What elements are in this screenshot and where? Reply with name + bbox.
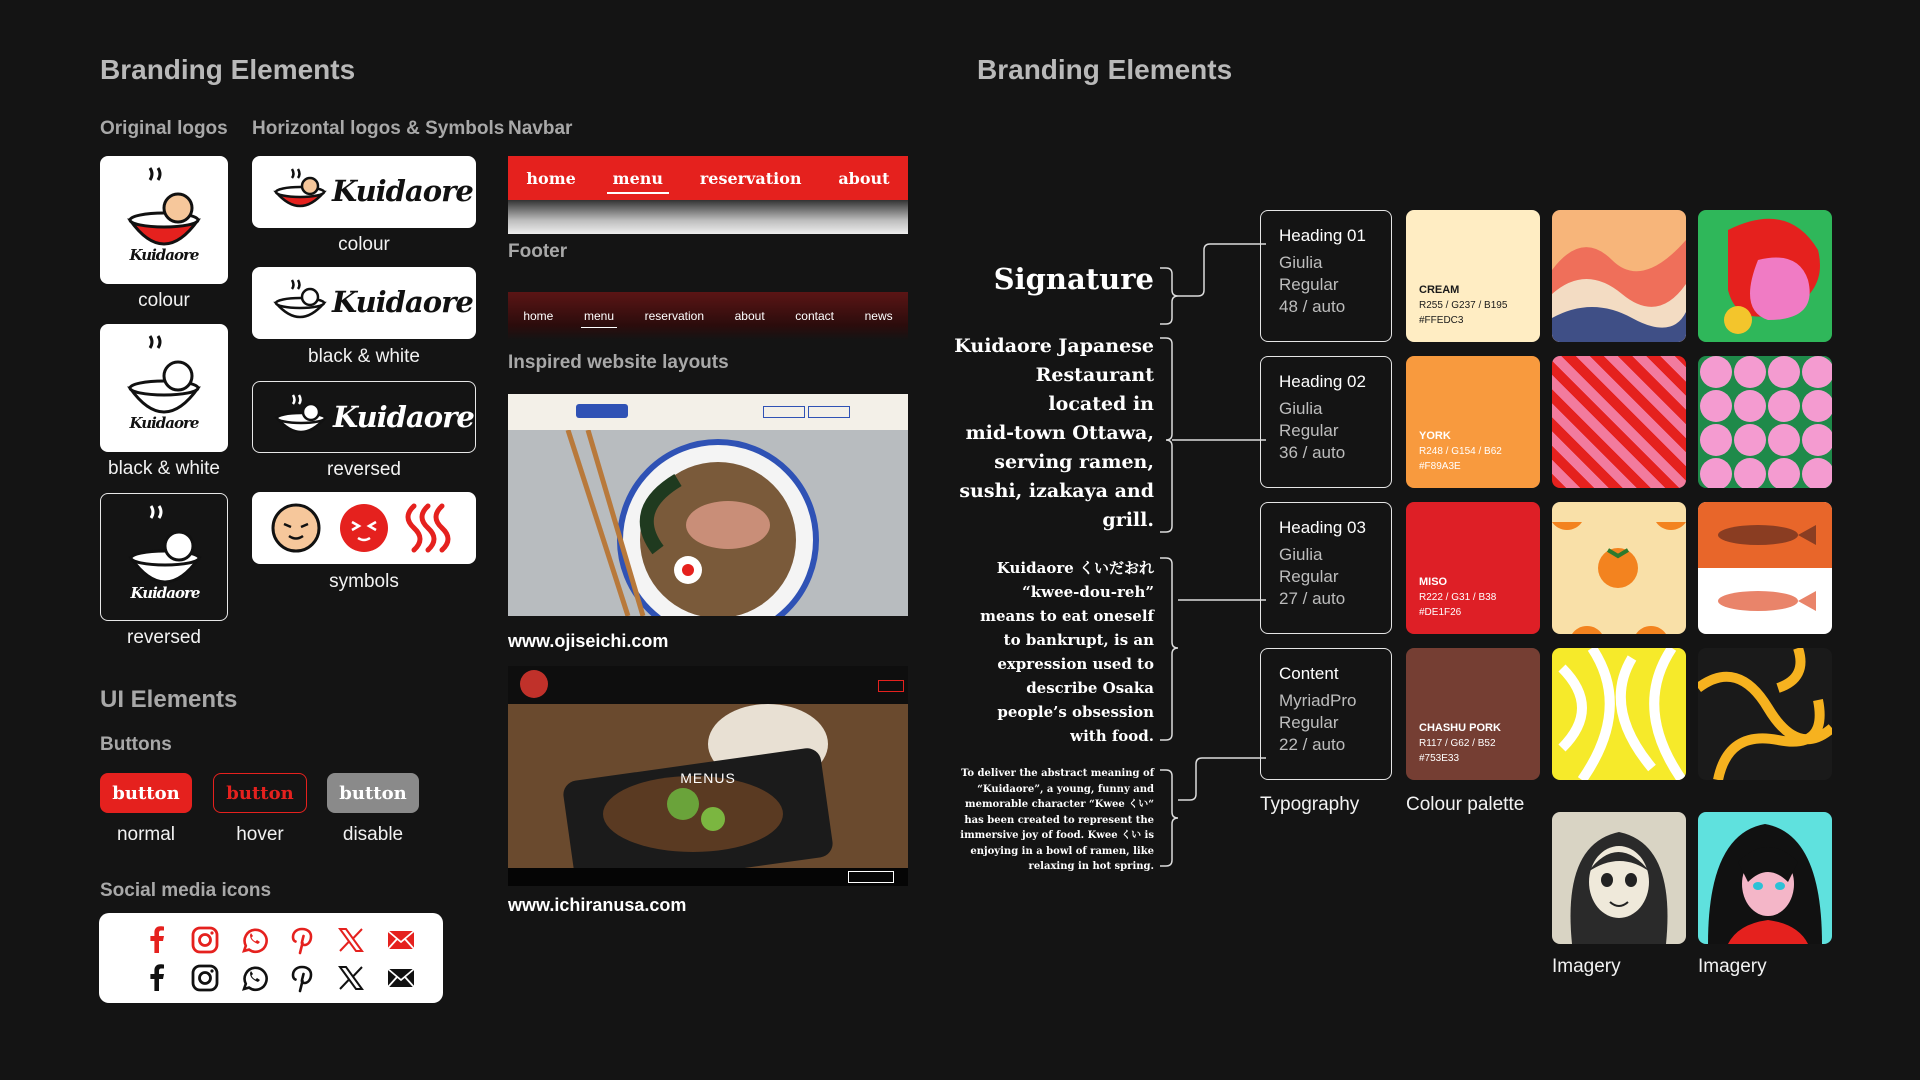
signature-line: people’s obsession — [997, 703, 1154, 721]
type-spec-font: MyriadPro — [1279, 691, 1357, 710]
type-spec-title: Content — [1279, 664, 1339, 683]
imagery-illustration-girl-1 — [1552, 812, 1686, 944]
signature-line: mid-town Ottawa, — [965, 422, 1154, 444]
logo-wordmark: Kuidaore — [333, 400, 474, 434]
logo-symbols-caption: symbols — [329, 571, 399, 592]
swatch-cream — [1406, 210, 1540, 342]
signature-line: means to eat oneself — [980, 607, 1154, 625]
typography-caption: Typography — [1260, 794, 1360, 815]
footer-heading: Footer — [508, 241, 568, 262]
signature-line: expression used to — [997, 655, 1154, 673]
ramen-logo-icon — [270, 164, 330, 220]
signature-line: has been created to represent the — [964, 814, 1154, 826]
signature-line: located in — [1048, 393, 1154, 415]
buttons-heading: Buttons — [100, 734, 172, 755]
signature-line: Kuidaore Japanese — [954, 335, 1154, 357]
website-screenshot-ojiseichi — [508, 394, 908, 616]
instagram-icon[interactable] — [190, 963, 220, 993]
palette-caption: Colour palette — [1406, 794, 1525, 815]
whatsapp-icon[interactable] — [239, 925, 269, 955]
x-icon[interactable] — [336, 963, 366, 993]
signature-line: serving ramen, — [994, 451, 1154, 473]
pinterest-icon[interactable] — [287, 963, 317, 993]
facebook-icon[interactable] — [142, 925, 172, 955]
button-hover[interactable]: button — [213, 773, 307, 813]
type-spec-font: Giulia — [1279, 253, 1323, 272]
type-spec-weight: Regular — [1279, 567, 1339, 586]
logo-horizontal-caption: reversed — [327, 459, 401, 480]
signature-line: memorable character “Kwee くい“ — [965, 799, 1154, 810]
footer-item-reservation[interactable]: reservation — [644, 309, 704, 323]
pattern-stripes — [1552, 356, 1686, 488]
ramen-logo-icon — [270, 275, 330, 331]
logo-original-caption: reversed — [127, 627, 201, 648]
whatsapp-icon[interactable] — [239, 963, 269, 993]
type-spec-size: 27 / auto — [1279, 589, 1346, 608]
footer-item-contact[interactable]: contact — [795, 309, 834, 323]
swatch-hex: #FFEDC3 — [1419, 315, 1464, 326]
swatch-hex: #DE1F26 — [1419, 607, 1462, 618]
signature-line: to bankrupt, is an — [1003, 631, 1154, 649]
type-spec-content — [1260, 648, 1392, 780]
logo-wordmark: Kuidaore — [129, 414, 199, 432]
type-spec-title: Heading 01 — [1279, 226, 1366, 245]
social-row-black — [135, 963, 425, 993]
button-state-hover: hover — [236, 824, 284, 845]
pattern-salmon — [1698, 502, 1832, 634]
signature-block-1 — [930, 332, 1154, 535]
footer-sample — [508, 292, 908, 340]
imagery-illustration-girl-2 — [1698, 812, 1832, 944]
logo-original-colour — [100, 156, 228, 284]
ramen-logo-icon — [271, 390, 331, 446]
swatch-name: CHASHU PORK — [1419, 722, 1501, 734]
swatch-chashu-pork — [1406, 648, 1540, 780]
right-page-title: Branding Elements — [977, 54, 1233, 85]
type-spec-title: Heading 02 — [1279, 372, 1366, 391]
pinterest-icon[interactable] — [287, 925, 317, 955]
social-row-colour — [135, 925, 425, 955]
signature-line: “Kuidaore”, a young, funny and — [977, 783, 1154, 795]
logo-horizontal-colour — [252, 156, 476, 228]
type-spec-weight: Regular — [1279, 275, 1339, 294]
ui-elements-heading: UI Elements — [100, 686, 238, 713]
pattern-blobs — [1698, 210, 1832, 342]
logo-original-reversed — [100, 493, 228, 621]
pattern-dots — [1698, 356, 1832, 488]
website-url-ojiseichi[interactable]: www.ojiseichi.com — [508, 631, 669, 651]
signature-line: sushi, izakaya and — [959, 480, 1154, 502]
logo-wordmark: Kuidaore — [332, 285, 473, 319]
signature-line: relaxing in hot spring. — [1028, 861, 1154, 872]
swatch-rgb: R255 / G237 / B195 — [1419, 300, 1508, 311]
button-normal[interactable]: button — [100, 773, 192, 813]
swatch-name: YORK — [1419, 430, 1451, 442]
logo-horizontal-bw — [252, 267, 476, 339]
swatch-york — [1406, 356, 1540, 488]
footer-item-menu[interactable]: menu — [583, 309, 614, 323]
button-state-normal: normal — [116, 824, 176, 845]
left-page-title: Branding Elements — [100, 54, 356, 85]
signature-block-2 — [930, 556, 1154, 748]
imagery-caption-2: Imagery — [1698, 956, 1767, 977]
logo-symbols — [252, 492, 476, 564]
type-spec-font: Giulia — [1279, 545, 1323, 564]
signature-line: “kwee-dou-reh” — [1022, 583, 1154, 601]
pattern-noodles-yellow — [1552, 648, 1686, 780]
type-spec-heading-01 — [1260, 210, 1392, 342]
logo-horizontal-caption: colour — [338, 234, 390, 255]
navbar-shadow — [508, 200, 908, 234]
type-spec-size: 48 / auto — [1279, 297, 1346, 316]
signature-line: enjoying in a bowl of ramen, like — [970, 845, 1154, 857]
facebook-icon[interactable] — [142, 963, 172, 993]
signature-line: To deliver the abstract meaning of — [961, 768, 1154, 779]
type-spec-title: Heading 03 — [1279, 518, 1366, 537]
logo-wordmark: Kuidaore — [130, 584, 200, 602]
swatch-hex: #753E33 — [1419, 753, 1460, 764]
logo-horizontal-caption: black & white — [308, 346, 420, 367]
signature-line: Kuidaore くいだおれ — [996, 559, 1154, 577]
signature-line: immersive joy of food. Kwee くい is — [960, 830, 1154, 841]
x-icon[interactable] — [336, 925, 366, 955]
footer-item-about[interactable]: about — [734, 309, 765, 323]
type-spec-weight: Regular — [1279, 713, 1339, 732]
symbols-icon — [252, 492, 476, 564]
button-disabled[interactable]: button — [327, 773, 419, 813]
ramen-logo-icon — [100, 156, 228, 284]
swatch-miso — [1406, 502, 1540, 634]
type-spec-font: Giulia — [1279, 399, 1323, 418]
logo-wordmark: Kuidaore — [129, 246, 199, 264]
nav-item-menu[interactable]: menu — [612, 168, 664, 188]
signature-line: grill. — [1102, 509, 1154, 531]
pattern-noodles-black — [1698, 648, 1832, 780]
website-overlay-text: MENUS — [680, 770, 736, 786]
nav-item-reservation[interactable]: reservation — [699, 168, 802, 188]
type-spec-heading-03 — [1260, 502, 1392, 634]
social-icons-panel — [99, 913, 443, 1003]
imagery-caption-1: Imagery — [1552, 956, 1621, 977]
website-url-ichiran[interactable]: www.ichiranusa.com — [508, 895, 687, 915]
type-spec-weight: Regular — [1279, 421, 1339, 440]
signature-line: with food. — [1070, 727, 1154, 745]
swatch-hex: #F89A3E — [1419, 461, 1461, 472]
original-logos-heading: Original logos — [100, 118, 228, 139]
swatch-rgb: R248 / G154 / B62 — [1419, 446, 1502, 457]
swatch-rgb: R117 / G62 / B52 — [1419, 738, 1496, 749]
pattern-waves — [1552, 210, 1686, 342]
pattern-persimmon — [1552, 502, 1686, 634]
signature-label: Signature — [993, 262, 1154, 296]
logo-original-bw — [100, 324, 228, 452]
swatch-rgb: R222 / G31 / B38 — [1419, 592, 1497, 603]
mail-icon[interactable] — [384, 925, 418, 955]
navbar-sample — [508, 156, 908, 200]
button-state-disable: disable — [342, 824, 404, 845]
navbar-heading: Navbar — [508, 118, 573, 139]
inspired-heading: Inspired website layouts — [508, 352, 729, 373]
logo-original-caption: colour — [138, 290, 190, 311]
social-heading: Social media icons — [100, 880, 272, 901]
ramen-logo-icon — [100, 324, 228, 452]
swatch-name: CREAM — [1419, 284, 1460, 296]
signature-block-3 — [930, 766, 1154, 875]
horizontal-logos-heading: Horizontal logos & Symbols — [252, 118, 505, 139]
type-spec-heading-02 — [1260, 356, 1392, 488]
logo-original-caption: black & white — [108, 458, 220, 479]
website-screenshot-ichiran — [508, 666, 908, 886]
footer-item-home[interactable]: home — [523, 309, 554, 323]
logo-horizontal-reversed — [252, 381, 476, 453]
nav-item-about[interactable]: about — [838, 168, 890, 188]
nav-item-home[interactable]: home — [526, 168, 576, 188]
mail-icon[interactable] — [384, 963, 418, 993]
instagram-icon[interactable] — [190, 925, 220, 955]
type-spec-size: 36 / auto — [1279, 443, 1346, 462]
signature-connectors — [1158, 208, 1266, 888]
type-spec-size: 22 / auto — [1279, 735, 1346, 754]
swatch-name: MISO — [1419, 576, 1448, 588]
signature-line: Restaurant — [1035, 364, 1154, 386]
signature-line: describe Osaka — [1026, 679, 1154, 697]
footer-item-news[interactable]: news — [864, 309, 893, 323]
logo-wordmark: Kuidaore — [332, 174, 473, 208]
